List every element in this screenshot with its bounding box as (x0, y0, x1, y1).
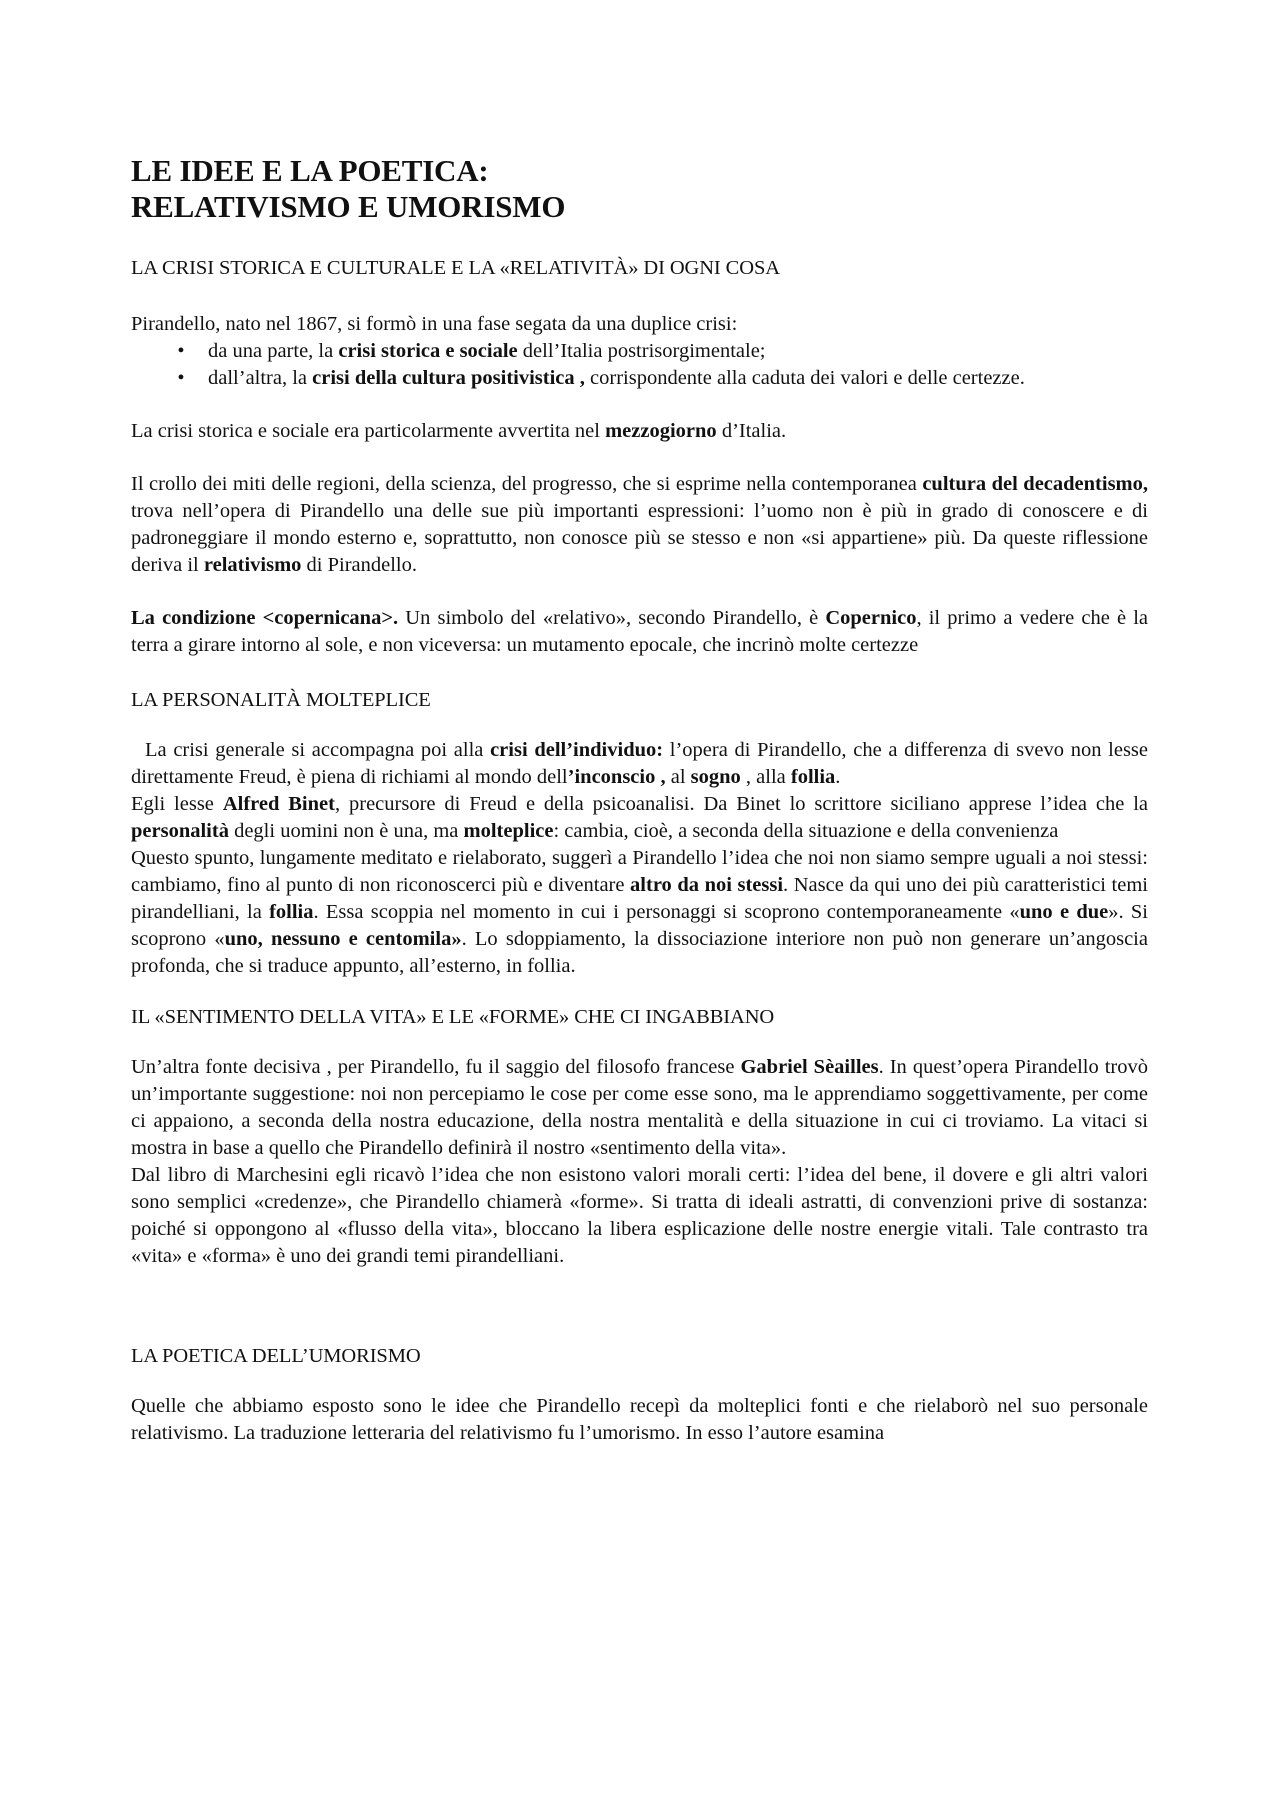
paragraph-binet: Egli lesse Alfred Binet, precursore di Freud e della psicoanalisi. Da Binet lo scrittore siciliano apprese l’idea che la personalità degli uomini non è una, ma molteplice: cambia, cioè, a seconda della situazione e della convenienza (131, 793, 1148, 842)
paragraph-mezzogiorno: La crisi storica e sociale era particolarmente avvertita nel mezzogiorno d’Italia. (131, 420, 787, 442)
bullet-icon: • (177, 367, 185, 389)
paragraph-seailles: Un’altra fonte decisiva , per Pirandello, fu il saggio del filosofo francese Gabriel Sèailles. In quest’opera Pirandello trovò un’importante suggestione: noi non percepiamo le cose per come esse sono, ma le apprendiamo soggettivamente, per come ci appaiono, a seconda della nostra educazione, della nostra mentalità e della situazione in cui ci troviamo. La vitaci si mostra in base a quello che Pirandello definirà il nostro «sentimento della vita». (131, 1056, 1148, 1159)
paragraph-copernicana: La condizione <copernicana>. Un simbolo del «relativo», secondo Pirandello, è Copernico, il primo a vedere che è la terra a girare intorno al sole, e non viceversa: un mutamento epocale, che incrinò molte certezze (131, 607, 1148, 656)
section-heading-umorismo: LA POETICA DELL’UMORISMO (131, 1345, 421, 1367)
section-heading-personalita: LA PERSONALITÀ MOLTEPLICE (131, 689, 431, 711)
section-heading-crisi: LA CRISI STORICA E CULTURALE E LA «RELATIVITÀ» DI OGNI COSA (131, 257, 780, 279)
section-heading-sentimento: IL «SENTIMENTO DELLA VITA» E LE «FORME» CHE CI INGABBIANO (131, 1006, 775, 1028)
list-item: • da una parte, la crisi storica e sociale dell’Italia postrisorgimentale; (131, 338, 1148, 365)
list-item: • dall’altra, la crisi della cultura positivistica , corrispondente alla caduta dei valori e delle certezze. (131, 365, 1148, 392)
document-body (131, 153, 1148, 1447)
title-line-2: RELATIVISMO E UMORISMO (131, 189, 566, 224)
paragraph-individuo: La crisi generale si accompagna poi alla crisi dell’individuo: l’opera di Pirandello, che a differenza di svevo non lesse direttamente Freud, è piena di richiami al mondo dell’inconscio , al sogno , alla follia. (131, 739, 1148, 788)
paragraph-decadentismo: Il crollo dei miti delle regioni, della scienza, del progresso, che si esprime nella contemporanea cultura del decadentismo, trova nell’opera di Pirandello una delle sue più importanti espressioni: l’uomo non è più in grado di conoscere e di padroneggiare il mondo esterno e, soprattutto, non conosce più se stesso e non «si appartiene» più. Da queste riflessione deriva il relativismo di Pirandello. (131, 473, 1149, 576)
bullet-list (131, 338, 1148, 392)
bullet-icon: • (177, 340, 185, 362)
paragraph-marchesini: Dal libro di Marchesini egli ricavò l’idea che non esistono valori morali certi: l’idea del bene, il dovere e gli altri valori sono semplici «credenze», che Pirandello chiamerà «forme». Si tratta di ideali astratti, di convenzioni prive di sostanza: poiché si oppongono al «flusso della vita», bloccano la libera esplicazione delle nostre energie vitali. Tale contrasto tra «vita» e «forma» è uno dei grandi temi pirandelliani. (131, 1164, 1148, 1267)
title-line-1: LE IDEE E LA POETICA: (131, 153, 489, 188)
document-title (131, 153, 1148, 225)
paragraph-follia: Questo spunto, lungamente meditato e rielaborato, suggerì a Pirandello l’idea che noi non siamo sempre uguali a noi stessi: cambiamo, fino al punto di non riconoscerci più e diventare altro da noi stessi. Nasce da qui uno dei più caratteristici temi pirandelliani, la follia. Essa scoppia nel momento in cui i personaggi si scoprono contemporaneamente «uno e due». Si scoprono «uno, nessuno e centomila». Lo sdoppiamento, la dissociazione interiore non può non generare un’angoscia profonda, che si traduce appunto, all’esterno, in follia. (131, 847, 1148, 977)
paragraph-umorismo: Quelle che abbiamo esposto sono le idee che Pirandello recepì da molteplici fonti e che rielaborò nel suo personale relativismo. La traduzione letteraria del relativismo fu l’umorismo. In esso l’autore esamina (131, 1395, 1148, 1444)
paragraph-intro: Pirandello, nato nel 1867, si formò in una fase segata da una duplice crisi: (131, 313, 738, 335)
